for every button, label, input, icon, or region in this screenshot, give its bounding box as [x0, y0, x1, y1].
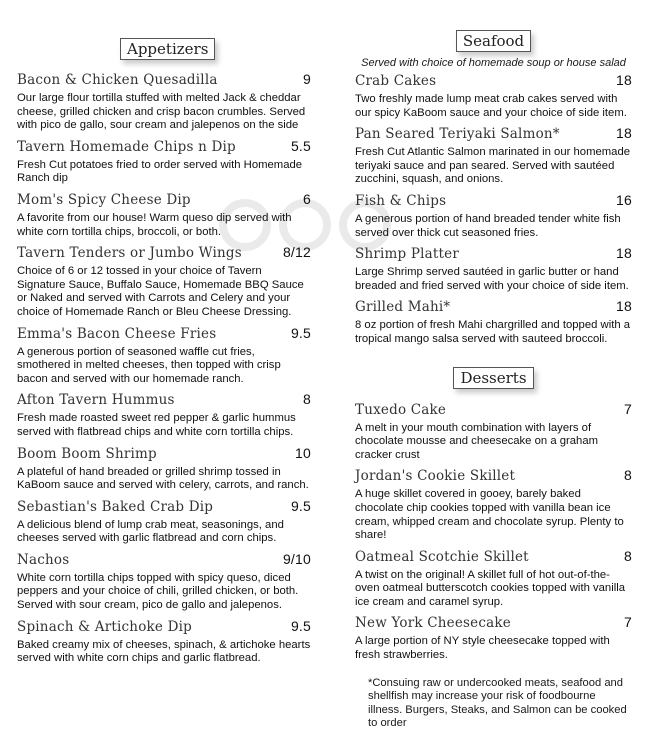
item-description: A generous portion of seasoned waffle cut fries, smothered in melted cheeses, then topped with crisp bacon and served with our homemade ranch. [17, 345, 281, 385]
item-title-row [17, 498, 311, 515]
item-title-row [355, 245, 632, 262]
item-description: A favorite from our house! Warm queso dip served with white corn tortilla chips, broccoli, or both. [17, 211, 292, 238]
menu-item [17, 325, 311, 387]
menu-item [355, 192, 632, 240]
item-description: Fresh Cut potatoes fried to order served with Homemade Ranch dip [17, 158, 303, 185]
item-name: Spinach & Artichoke Dip [17, 618, 192, 635]
seafood-list [355, 72, 632, 347]
item-price: 9/10 [282, 550, 311, 567]
item-title-row [355, 72, 632, 89]
item-title-row [355, 401, 632, 418]
item-name: Shrimp Platter [355, 246, 459, 263]
item-title-row [355, 298, 632, 315]
item-name: Bacon & Chicken Quesadilla [17, 72, 218, 88]
item-name: Fish & Chips [355, 192, 447, 209]
item-title-row [17, 244, 311, 261]
item-price: 18 [616, 245, 632, 262]
item-price: 10 [295, 444, 311, 461]
item-name: Nachos [17, 551, 70, 568]
item-name: Oatmeal Scotchie Skillet [355, 548, 529, 565]
item-description: Large Shrimp served sautéed in garlic butter or hand breaded and fried served with your choice of side item. [355, 266, 629, 292]
item-description: Choice of 6 or 12 tossed in your choice of Tavern Signature Sauce, Buffalo Sauce, Homemade BBQ Sauce or Naked and served with Carrots and Celery and your choice of Homemade Ranch or Bleu Cheese Dressing. [17, 265, 304, 318]
item-description: 8 oz portion of fresh Mahi chargrilled and topped with a tropical mango salsa served with sauteed broccoli. [355, 319, 631, 345]
item-title-row [355, 614, 632, 631]
item-description: A melt in your mouth combination with layers of chocolate mousse and cheesecake on a graham cracker crust [355, 421, 599, 461]
menu-item [355, 401, 632, 463]
item-name: Tavern Tenders or Jumbo Wings [17, 245, 242, 262]
item-description: White corn tortilla chips topped with spicy queso, diced peppers and your choice of chili, grilled chicken, or both. Served with sour cream, pico de gallo and jalepenos. [17, 571, 299, 612]
item-title-row [17, 191, 311, 208]
item-price: 18 [616, 72, 632, 88]
item-description: A twist on the original! A skillet full of hot out-of-the-oven oatmeal butterscotch cookies topped with vanilla ice cream and caramel syrup. [355, 568, 626, 608]
item-price: 7 [624, 614, 632, 631]
item-title-row [17, 71, 311, 88]
item-price: 18 [616, 298, 632, 315]
appetizers-list [17, 71, 311, 666]
item-description: Two freshly made lump meat crab cakes served with our spicy KaBoom sauce and your choice of side item. [355, 93, 627, 119]
menu-item [17, 191, 311, 239]
item-description: Fresh Cut Atlantic Salmon marinated in our homemade teriyaki sauce and pan seared. Served with sautéed zucchini, squash, and onions. [355, 146, 631, 186]
item-title-row [17, 618, 311, 635]
item-name: Mom's Spicy Cheese Dip [17, 191, 191, 208]
item-description: A large portion of NY style cheesecake topped with fresh strawberries. [355, 635, 610, 662]
item-description: Our large flour tortilla stuffed with melted Jack & cheddar cheese, grilled chicken and crisp bacon crumbles. Served with pico de gallo, sour cream and jalepenos on the side [17, 92, 306, 132]
seafood-desserts-column [325, 0, 650, 730]
item-price: 9 [303, 71, 311, 87]
item-price: 18 [616, 125, 632, 142]
menu-item [355, 72, 632, 120]
item-description: A huge skillet covered in gooey, barely baked chocolate chip cookies topped with vanilla bean ice cream, whipped cream and chocolate syrup. Plenty to share! [355, 488, 624, 542]
item-price: 5.5 [290, 137, 311, 154]
menu-item [17, 498, 311, 546]
item-price: 8 [303, 391, 311, 408]
item-name: Pan Seared Teriyaki Salmon* [355, 126, 560, 143]
item-name: Grilled Mahi* [355, 299, 451, 316]
menu-item [355, 614, 632, 662]
item-name: Tavern Homemade Chips n Dip [17, 138, 236, 155]
menu-item [17, 138, 311, 186]
item-title-row [17, 325, 311, 342]
item-name: Jordan's Cookie Skillet [355, 468, 516, 485]
item-title-row [17, 391, 311, 408]
item-name: Boom Boom Shrimp [17, 445, 157, 462]
item-name: New York Cheesecake [355, 615, 511, 632]
item-title-row [17, 138, 311, 155]
item-name: Afton Tavern Hummus [17, 392, 175, 409]
item-price: 8 [624, 467, 632, 484]
item-description: Baked creamy mix of cheeses, spinach, & artichoke hearts served with white corn chips and garlic flatbread. [17, 638, 311, 665]
menu-item [17, 551, 311, 613]
item-price: 8/12 [282, 244, 311, 261]
item-price: 9.5 [290, 324, 311, 341]
appetizers-heading: Appetizers [120, 38, 215, 60]
item-description: Fresh made roasted sweet red pepper & garlic hummus served with flatbread chips and white corn tortilla chips. [17, 412, 296, 438]
item-title-row [355, 125, 632, 142]
item-description: A plateful of hand breaded or grilled shrimp tossed in KaBoom sauce and served with celery, carrots, and ranch. [17, 465, 309, 492]
item-price: 8 [624, 547, 632, 564]
menu-item [17, 71, 311, 133]
menu-item [17, 244, 311, 319]
footnote: *Consuing raw or undercooked meats, seafood and shellfish may increase your risk of foodbourne illness. Burgers, Steaks, and Salmon can be cooked to order [368, 676, 627, 730]
item-title-row [355, 548, 632, 565]
menu-item [17, 618, 311, 666]
item-price: 16 [616, 191, 632, 208]
menu-item [355, 467, 632, 542]
item-name: Crab Cakes [355, 73, 437, 89]
item-name: Tuxedo Cake [355, 401, 447, 418]
menu-item [355, 245, 632, 293]
item-price: 7 [624, 400, 632, 417]
item-title-row [17, 445, 311, 462]
seafood-heading: Seafood [456, 30, 531, 52]
item-price: 9.5 [290, 497, 311, 514]
appetizers-column [0, 0, 325, 687]
menu-item [17, 391, 311, 439]
menu-item [355, 548, 632, 610]
item-name: Sebastian's Baked Crab Dip [17, 498, 214, 515]
item-description: A generous portion of hand breaded tender white fish served over thick cut seasoned fries. [355, 212, 621, 239]
menu-item [355, 298, 632, 346]
item-name: Emma's Bacon Cheese Fries [17, 325, 217, 342]
menu-item [355, 125, 632, 187]
desserts-heading: Desserts [453, 367, 533, 389]
item-description: A delicious blend of lump crab meat, seasonings, and cheeses served with garlic flatbread and corn chips. [17, 518, 284, 545]
seafood-subtitle: Served with choice of homemade soup or house salad [361, 57, 626, 69]
item-price: 9.5 [290, 617, 311, 634]
desserts-list [355, 401, 632, 663]
item-title-row [355, 192, 632, 209]
item-title-row [17, 551, 311, 568]
item-title-row [355, 467, 632, 484]
menu-item [17, 445, 311, 493]
item-price: 6 [303, 190, 311, 207]
